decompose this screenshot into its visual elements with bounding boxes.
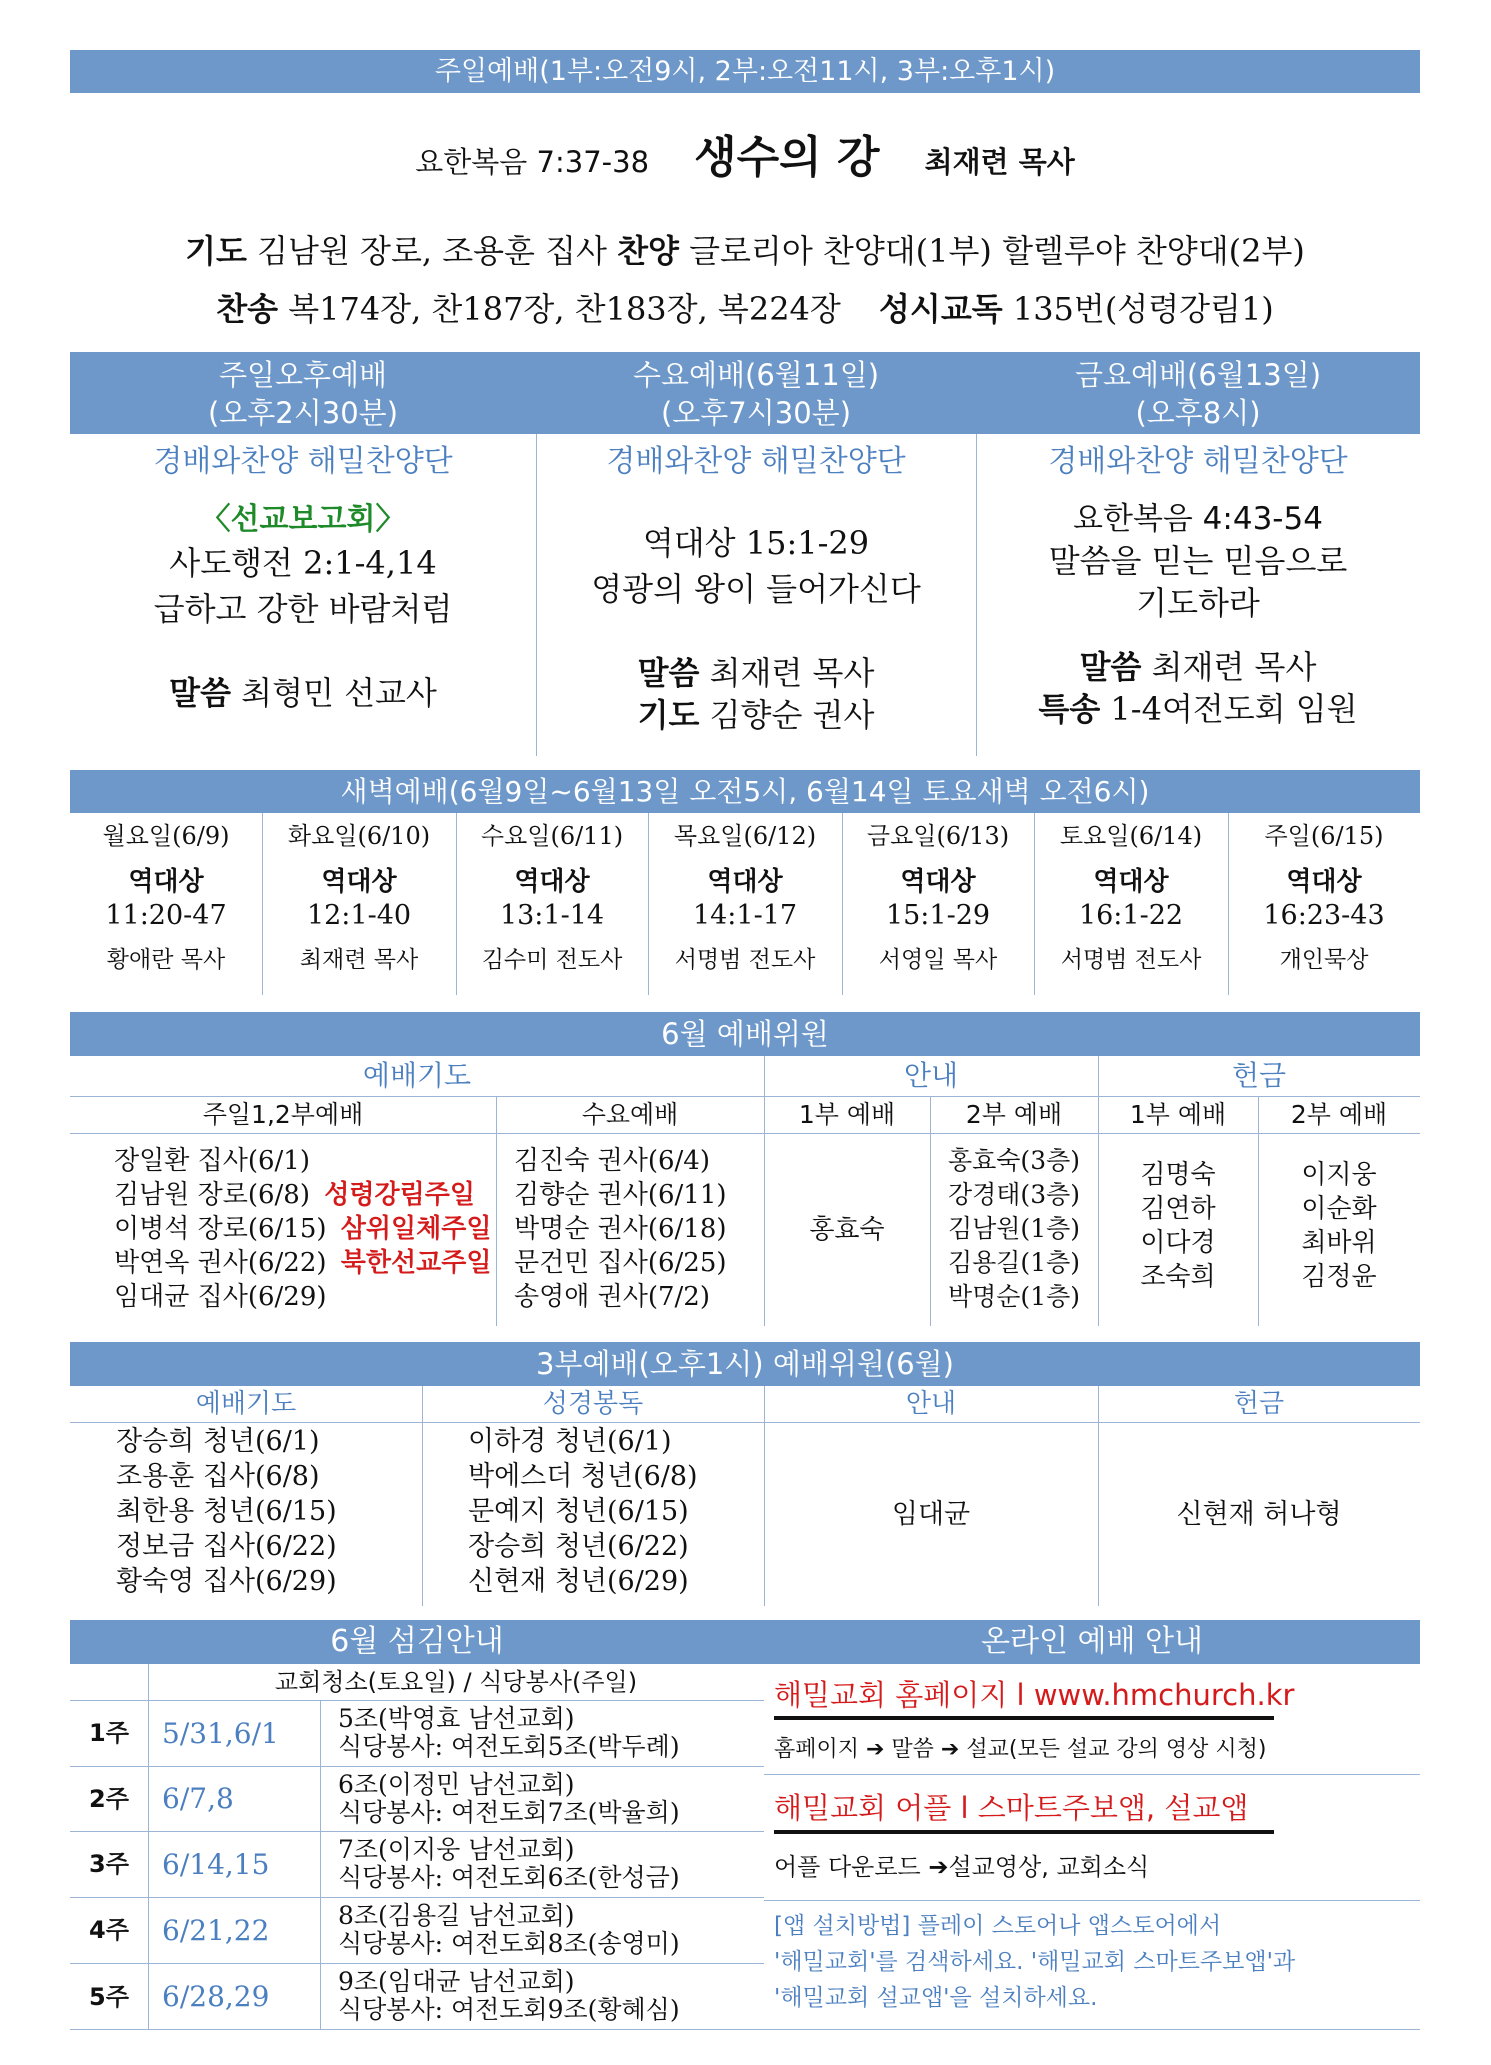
col-offer2: 2부 예배: [1290, 1100, 1388, 1129]
service-friday: [976, 352, 1420, 756]
list-item: 임대균 집사(6/29): [114, 1282, 327, 1312]
service-worship-team: 경배와찬양 해밀찬양단: [606, 444, 906, 479]
app-link[interactable]: 해밀교회 어플 l 스마트주보앱, 설교앱: [774, 1786, 1274, 1834]
sunday-prayer-list: [114, 1144, 492, 1314]
dawn-leader: 개인묵상: [1279, 947, 1369, 973]
online-header: 온라인 예배 안내: [764, 1620, 1420, 1664]
list-item: 김용길(1층): [947, 1248, 1080, 1277]
col-prayer: 예배기도: [195, 1389, 297, 1419]
col-offering: 헌금: [1233, 1389, 1285, 1419]
dawn-day-label: 수요일(6/11): [480, 822, 624, 850]
service-time: (오후2시30분): [207, 396, 399, 430]
service-scripture: 사도행전 2:1-4,14: [169, 544, 437, 582]
dawn-worship-header: 새벽예배(6월9일~6월13일 오전5시, 6월14일 토요새벽 오전6시): [70, 770, 1420, 813]
dawn-day: [842, 813, 1034, 995]
dawn-leader: 황애란 목사: [106, 947, 226, 973]
homepage-path: 홈페이지 ➔ 말씀 ➔ 설교(모든 설교 강의 영상 시청): [774, 1737, 1267, 1762]
dawn-day-label: 목요일(6/12): [673, 822, 817, 850]
col-offer1: 1부 예배: [1129, 1100, 1227, 1129]
list-item: 김남원(1층): [947, 1214, 1080, 1243]
june-staff-header: 6월 예배위원: [70, 1012, 1420, 1056]
table-row: 3주 6/14,15 7조(이지웅 남선교회) 식당봉사: 여전도회6조(한성금): [89, 1835, 680, 1892]
list-item: 문예지 청년(6/15): [468, 1496, 689, 1527]
list-item: 박연옥 권사(6/22) 북한선교주일: [114, 1248, 492, 1278]
service-preacher: [536, 652, 976, 694]
dawn-leader: 김수미 전도사: [481, 947, 623, 973]
dawn-day-label: 월요일(6/9): [102, 822, 230, 850]
dawn-day-label: 화요일(6/10): [287, 822, 431, 850]
group-guide: 안내: [903, 1059, 959, 1092]
serving-col-header: 교회청소(토요일) / 식당봉사(주일): [274, 1668, 638, 1696]
dawn-leader: 서명범 전도사: [1060, 947, 1202, 973]
service-label: 기도: [637, 696, 700, 734]
dawn-book: 역대상: [900, 867, 976, 897]
list-item: 조용훈 집사(6/8): [116, 1461, 320, 1492]
group-prayer: 예배기도: [362, 1059, 472, 1092]
service-name: 최재련 목사: [709, 654, 875, 692]
dawn-day: [1228, 813, 1420, 995]
dawn-verse: 14:1-17: [692, 900, 798, 931]
online-panel: [764, 1664, 1420, 2030]
service-name: 최재련 목사: [1151, 648, 1317, 686]
dawn-verse: 16:23-43: [1263, 900, 1385, 931]
service-name: 1-4여전도회 임원: [1110, 690, 1358, 728]
list-item: 송영애 권사(7/2): [514, 1282, 710, 1312]
service-tag: 〈선교보고회〉: [200, 502, 406, 537]
wednesday-prayer-list: [514, 1144, 727, 1314]
hymn-label: 찬송: [216, 290, 279, 328]
dawn-book: 역대상: [321, 867, 397, 897]
list-item: 강경태(3층): [947, 1180, 1080, 1209]
sermon-preacher: 최재련 목사: [924, 145, 1075, 179]
serving-table: [70, 1664, 764, 2030]
app-path: 어플 다운로드 ➔설교영상, 교회소식: [774, 1853, 1150, 1881]
dawn-day-label: 금요일(6/13): [866, 822, 1010, 850]
service-theme: 영광의 왕이 들어가신다: [591, 570, 921, 608]
guide1-name: 홍효숙: [809, 1215, 885, 1245]
service-theme: 급하고 강한 바람처럼: [153, 590, 453, 628]
list-item: 홍효숙(3층): [947, 1146, 1080, 1175]
list-item: 이순화: [1301, 1194, 1377, 1224]
service-name: 최형민 선교사: [241, 674, 437, 712]
third-offering: 신현재 허나형: [1176, 1499, 1342, 1530]
dawn-day: [648, 813, 842, 995]
col-wednesday: 수요예배: [581, 1100, 679, 1129]
list-item: 신현재 청년(6/29): [468, 1566, 689, 1597]
hymn-line: [70, 286, 1420, 332]
june-staff-table: [70, 1056, 1420, 1326]
service-afternoon: [70, 352, 536, 756]
list-item: 장승희 청년(6/1): [116, 1426, 320, 1457]
service-title: 주일오후예배: [218, 358, 388, 392]
table-row: 1주 5/31,6/1 5조(박영효 남선교회) 식당봉사: 여전도회5조(박두례): [89, 1704, 680, 1761]
service-theme: 말씀을 믿는 믿음으로: [1048, 542, 1348, 580]
dawn-day-label: 주일(6/15): [1264, 822, 1384, 850]
service-theme-2: 기도하라: [1136, 584, 1260, 622]
dawn-leader: 최재련 목사: [299, 947, 419, 973]
third-prayer-list: [116, 1424, 337, 1599]
list-item: 최한용 청년(6/15): [116, 1496, 337, 1527]
list-item: 황숙영 집사(6/29): [116, 1566, 337, 1597]
sunday-worship-header: 주일예배(1부:오전9시, 2부:오전11시, 3부:오후1시): [70, 50, 1420, 93]
prayer-names: 김남원 장로, 조용훈 집사: [257, 232, 607, 270]
reading-label: 성시교독: [879, 290, 1003, 328]
sermon-title: 생수의 강: [694, 132, 880, 183]
list-item: 김향순 권사(6/11): [514, 1180, 727, 1210]
praise-label: 찬양: [617, 232, 679, 270]
col-guide2: 2부 예배: [965, 1100, 1063, 1129]
dawn-leader: 서영일 목사: [878, 947, 998, 973]
service-special-song: [976, 688, 1420, 730]
group-offering: 헌금: [1231, 1059, 1287, 1092]
third-guide: 임대균: [891, 1499, 971, 1530]
list-item: 최바위: [1301, 1228, 1377, 1258]
dawn-day: [1034, 813, 1228, 995]
col-reading: 성경봉독: [542, 1389, 644, 1419]
service-title: 수요예배(6월11일): [632, 358, 880, 392]
table-row: 4주 6/21,22 8조(김용길 남선교회) 식당봉사: 여전도회8조(송영미): [89, 1901, 680, 1958]
offer1-list: [1098, 1158, 1258, 1294]
list-item: 김연하: [1140, 1194, 1216, 1224]
list-item: 이병석 장로(6/15) 삼위일체주일: [114, 1214, 492, 1244]
list-item: 문건민 집사(6/25): [514, 1248, 727, 1278]
dawn-verse: 12:1-40: [306, 900, 412, 931]
service-worship-team: 경배와찬양 해밀찬양단: [1048, 444, 1348, 479]
service-label: 말씀: [169, 674, 231, 712]
reading-number: 135번(성령강림1): [1012, 290, 1274, 328]
sermon-line: [70, 128, 1420, 188]
service-label: 말씀: [1079, 648, 1142, 686]
dawn-book: 역대상: [514, 867, 590, 897]
hymn-list: 복174장, 찬187장, 찬183장, 복224장: [288, 290, 841, 328]
third-staff-header: 3부예배(오후1시) 예배위원(6월): [70, 1342, 1420, 1386]
install-line: '해밀교회 설교앱'을 설치하세요.: [774, 1985, 1098, 2011]
special-sunday-note: 성령강림주일: [324, 1180, 475, 1210]
col-guide1: 1부 예배: [798, 1100, 896, 1129]
service-label: 특송: [1038, 690, 1101, 728]
dawn-day-label: 토요일(6/14): [1059, 822, 1203, 850]
list-item: 조숙희: [1140, 1262, 1216, 1292]
special-sunday-note: 삼위일체주일: [340, 1214, 492, 1244]
list-item: 이지웅: [1301, 1160, 1377, 1190]
list-item: 김진숙 권사(6/4): [514, 1146, 710, 1176]
dawn-verse: 16:1-22: [1078, 900, 1184, 931]
list-item: 이하경 청년(6/1): [468, 1426, 672, 1457]
service-preacher: [70, 670, 536, 716]
dawn-verse: 13:1-14: [499, 900, 605, 931]
service-name: 김향순 권사: [709, 696, 875, 734]
dawn-book: 역대상: [1286, 867, 1362, 897]
dawn-book: 역대상: [128, 867, 204, 897]
install-line: '해밀교회'를 검색하세요. '해밀교회 스마트주보앱'과: [774, 1949, 1296, 1975]
dawn-book: 역대상: [707, 867, 783, 897]
praise-text: 글로리아 찬양대(1부) 할렐루야 찬양대(2부): [689, 232, 1305, 270]
list-item: 박명순(1층): [947, 1282, 1080, 1311]
list-item: 장승희 청년(6/22): [468, 1531, 689, 1562]
list-item: 정보금 집사(6/22): [116, 1531, 337, 1562]
install-line: [앱 설치방법] 플레이 스토어나 앱스토어에서: [774, 1913, 1222, 1939]
col-guide: 안내: [905, 1389, 957, 1419]
service-scripture: 역대상 15:1-29: [642, 524, 870, 562]
dawn-table: [70, 813, 1420, 995]
dawn-leader: 서명범 전도사: [674, 947, 816, 973]
service-worship-team: 경배와찬양 해밀찬양단: [153, 444, 453, 479]
col-sunday12: 주일1,2부예배: [202, 1100, 364, 1129]
service-prayer: [536, 694, 976, 736]
list-item: 이다경: [1140, 1228, 1216, 1258]
service-scripture: 요한복음 4:43-54: [1073, 501, 1323, 537]
dawn-day: [262, 813, 456, 995]
app-install-guide: [774, 1908, 1295, 2016]
guide2-list: [930, 1144, 1098, 1314]
service-preacher: [976, 646, 1420, 688]
list-item: 박명순 권사(6/18): [514, 1214, 727, 1244]
service-time: (오후7시30분): [660, 396, 852, 430]
table-row: 2주 6/7,8 6조(이정민 남선교회) 식당봉사: 여전도회7조(박율희): [89, 1770, 680, 1827]
list-item: 김남원 장로(6/8) 성령강림주일: [114, 1180, 475, 1210]
prayer-praise-line: [70, 228, 1420, 274]
table-row: 5주 6/28,29 9조(임대균 남선교회) 식당봉사: 여전도회9조(황혜심): [89, 1967, 680, 2024]
special-sunday-note: 북한선교주일: [340, 1248, 492, 1278]
services-table: [70, 352, 1420, 756]
service-title: 금요예배(6월13일): [1074, 358, 1322, 392]
list-item: 박에스더 청년(6/8): [468, 1461, 698, 1492]
sermon-scripture: 요한복음 7:37-38: [415, 145, 650, 179]
list-item: 김명숙: [1140, 1160, 1216, 1190]
homepage-link[interactable]: 해밀교회 홈페이지 l www.hmchurch.kr: [774, 1674, 1274, 1720]
dawn-book: 역대상: [1093, 867, 1169, 897]
service-label: 말씀: [637, 654, 700, 692]
list-item: 장일환 집사(6/1): [114, 1146, 310, 1176]
prayer-label: 기도: [185, 232, 247, 270]
dawn-verse: 11:20-47: [105, 900, 227, 931]
serving-header: 6월 섬김안내: [70, 1620, 764, 1664]
service-time: (오후8시): [1135, 396, 1261, 430]
service-wednesday: [536, 352, 976, 756]
dawn-verse: 15:1-29: [885, 900, 991, 931]
third-staff-table: [70, 1386, 1420, 1606]
dawn-day: [70, 813, 262, 995]
list-item: 김정윤: [1301, 1262, 1377, 1292]
third-reading-list: [468, 1424, 698, 1599]
dawn-day: [456, 813, 648, 995]
offer2-list: [1258, 1158, 1420, 1294]
